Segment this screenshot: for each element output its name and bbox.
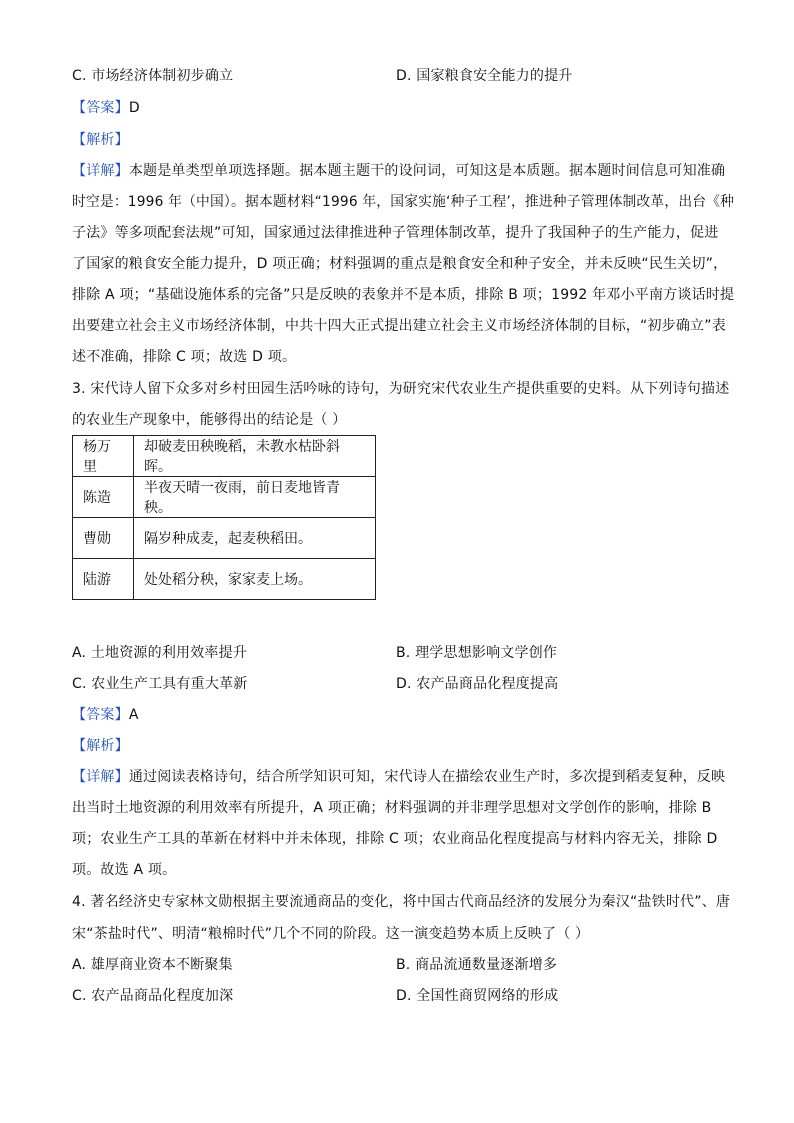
q2-detail-line: 时空是：1996 年（中国）。据本题材料“1996 年，国家实施‘种子工程’，推进种子管理体制改革，出台《种 bbox=[72, 194, 735, 210]
verse-cell: 半夜天晴一夜雨，前日麦地皆青秧。 bbox=[134, 477, 376, 518]
detail-text: 通过阅读表格诗句，结合所学知识可知，宋代诗人在描绘农业生产时，多次提到稻麦复种，反映 bbox=[128, 769, 726, 785]
q4-option-b: B. 商品流通数量逐渐增多 bbox=[396, 957, 558, 973]
q3-detail-line: 出当时土地资源的利用效率有所提升，A 项正确；材料强调的并非理学思想对文学创作的影响，排除 B bbox=[72, 800, 712, 816]
q3-option-c: C. 农业生产工具有重大革新 bbox=[72, 676, 248, 692]
q3-option-a: A. 土地资源的利用效率提升 bbox=[72, 645, 248, 661]
answer-label: 【答案】 bbox=[72, 100, 129, 116]
table-row bbox=[73, 477, 376, 518]
q2-detail-line: 排除 A 项；“基础设施体系的完备”只是反映的表象并不是本质，排除 B 项；1992 年邓小平南方谈话时提 bbox=[72, 287, 735, 303]
answer-label: 【答案】 bbox=[72, 707, 129, 723]
q4-option-a: A. 雄厚商业资本不断聚集 bbox=[72, 957, 233, 973]
q2-detail-line: 子法》等多项配套法规”可知，国家通过法律推进种子管理体制改革，提升了我国种子的生产能力，促进 bbox=[72, 225, 719, 241]
q2-detail-line: 述不准确，排除 C 项；故选 D 项。 bbox=[72, 349, 297, 365]
q3-option-b: B. 理学思想影响文学创作 bbox=[396, 645, 558, 661]
detail-text: 本题是单类型单项选择题。据本题主题干的设问词，可知这是本质题。据本题时间信息可知准确 bbox=[128, 163, 726, 179]
table-row bbox=[73, 518, 376, 559]
verse-cell: 处处稻分秧，家家麦上场。 bbox=[134, 559, 376, 600]
detail-label: 【详解】 bbox=[72, 163, 129, 179]
q2-analysis-label: 【解析】 bbox=[72, 132, 129, 148]
q4-option-c: C. 农产品商品化程度加深 bbox=[72, 988, 234, 1004]
q4-stem-line: 4. 著名经济史专家林文勋根据主要流通商品的变化，将中国古代商品经济的发展分为秦汉“盐铁时代”、唐 bbox=[72, 894, 731, 910]
q3-stem-line: 的农业生产现象中，能够得出的结论是（ ） bbox=[72, 412, 347, 428]
q3-answer bbox=[72, 705, 139, 725]
q2-detail-line bbox=[72, 161, 725, 181]
q4-option-d: D. 全国性商贸网络的形成 bbox=[396, 988, 559, 1004]
answer-value: A bbox=[128, 707, 139, 723]
table-row bbox=[73, 559, 376, 600]
q2-answer bbox=[72, 98, 140, 118]
q2-option-d: D. 国家粮食安全能力的提升 bbox=[396, 68, 573, 84]
q3-detail-line: 项；农业生产工具的革新在材料中并未体现，排除 C 项；农业商品化程度提高与材料内容无关，排除 D bbox=[72, 831, 718, 847]
detail-label: 【详解】 bbox=[72, 769, 129, 785]
verse-cell: 却破麦田秧晚稻，未教水枯卧斜晖。 bbox=[134, 436, 376, 477]
q4-stem-line: 宋“茶盐时代”、明清“粮棉时代”几个不同的阶段。这一演变趋势本质上反映了（ ） bbox=[72, 926, 590, 942]
poet-cell: 陈造 bbox=[73, 477, 134, 518]
q3-option-d: D. 农产品商品化程度提高 bbox=[396, 676, 559, 692]
answer-value: D bbox=[128, 100, 140, 116]
poet-cell: 杨万里 bbox=[73, 436, 134, 477]
table-row bbox=[73, 436, 376, 477]
q2-detail-line: 出要建立社会主义市场经济体制，中共十四大正式提出建立社会主义市场经济体制的目标，“初步确立”表 bbox=[72, 318, 726, 334]
poet-cell: 陆游 bbox=[73, 559, 134, 600]
q3-stem-line: 3. 宋代诗人留下众多对乡村田园生活吟咏的诗句，为研究宋代农业生产提供重要的史料。从下列诗句描述 bbox=[72, 381, 730, 397]
q3-detail-line bbox=[72, 767, 725, 787]
q2-detail-line: 了国家的粮食安全能力提升，D 项正确；材料强调的重点是粮食安全和种子安全，并未反映“民生关切”， bbox=[72, 256, 728, 272]
verse-cell: 隔岁种成麦，起麦秧稻田。 bbox=[134, 518, 376, 559]
poet-cell: 曹勋 bbox=[73, 518, 134, 559]
q3-detail-line: 项。故选 A 项。 bbox=[72, 862, 177, 878]
q3-analysis-label: 【解析】 bbox=[72, 738, 129, 754]
q2-option-c: C. 市场经济体制初步确立 bbox=[72, 68, 234, 84]
poem-table bbox=[72, 435, 376, 600]
